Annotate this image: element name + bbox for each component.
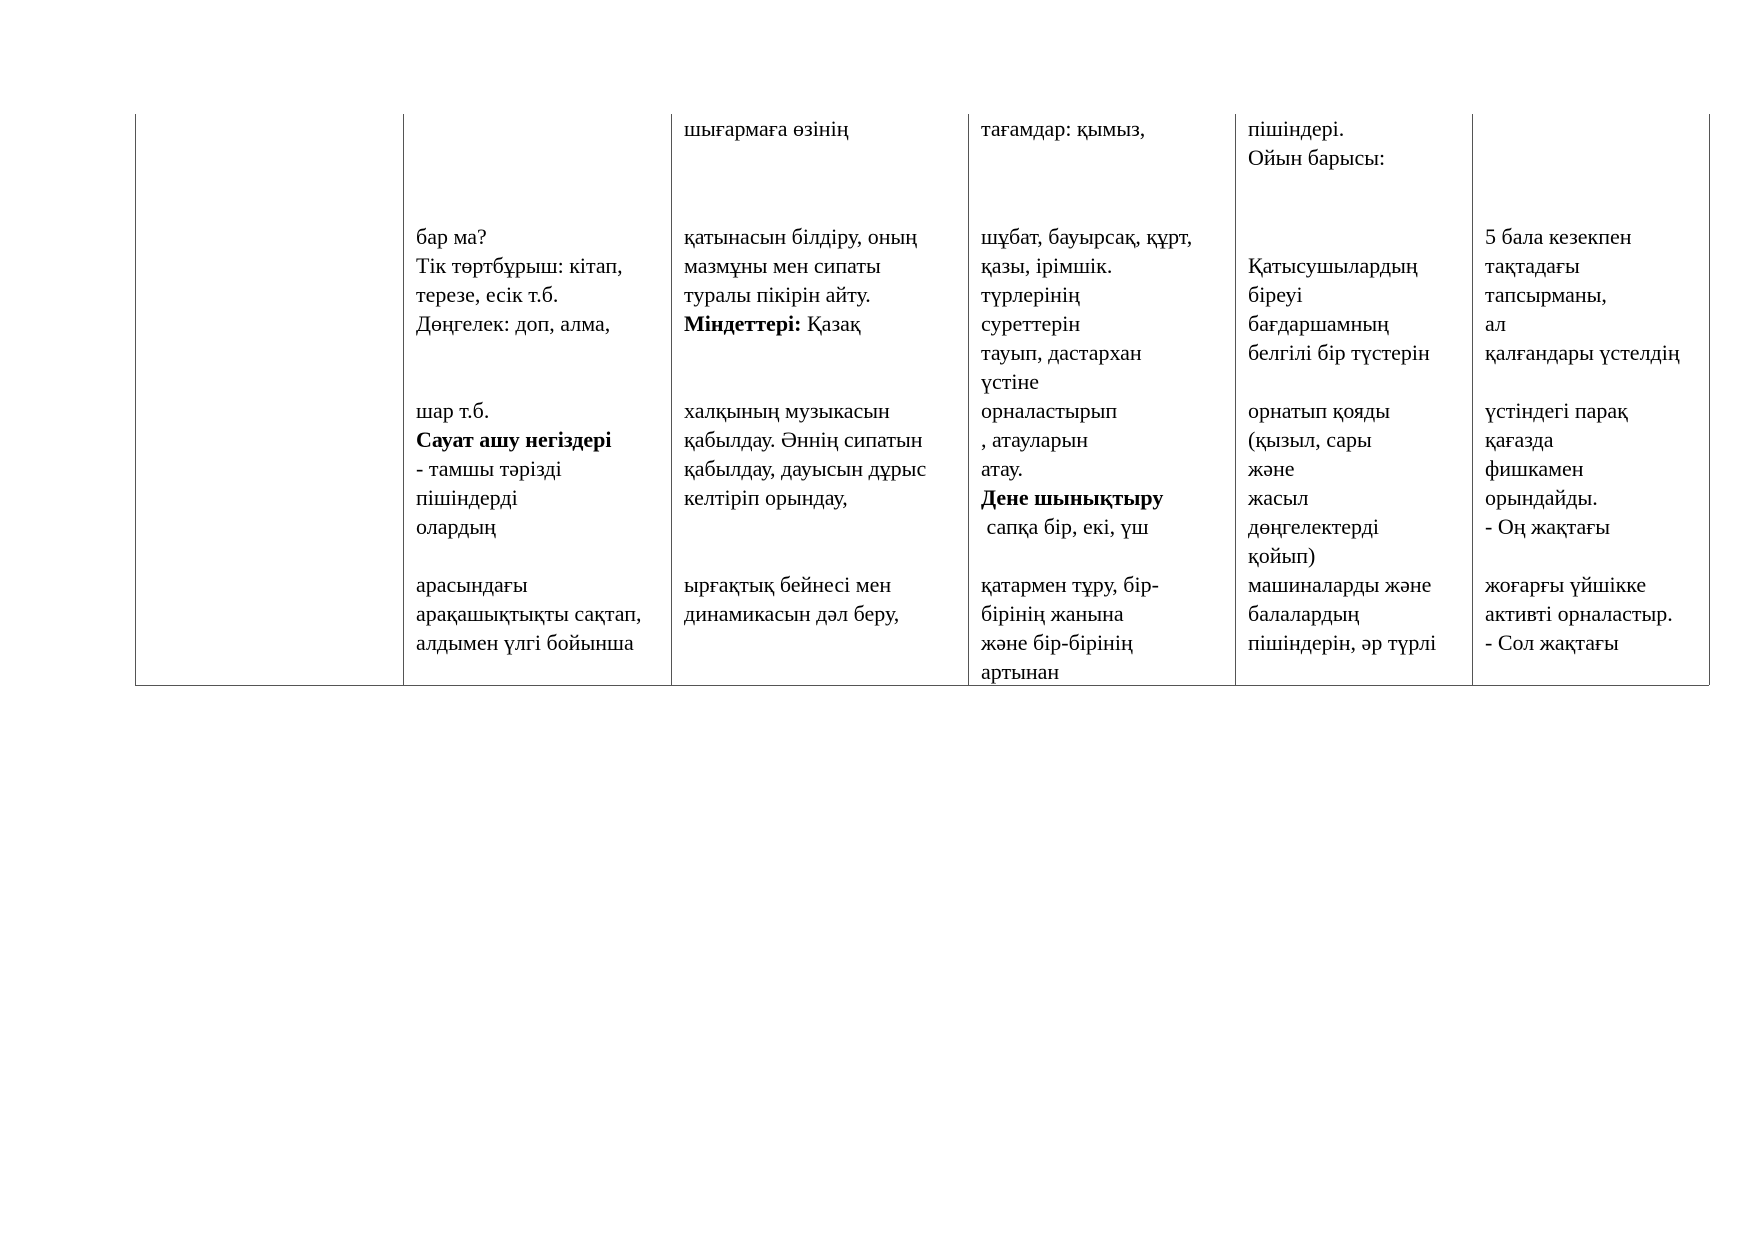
text-line: мазмұны мен сипаты bbox=[684, 253, 881, 278]
text-line: туралы пікірін айту. bbox=[684, 282, 871, 307]
text-line: ырғақтық бейнесі мен bbox=[684, 572, 892, 597]
tasks-label: Міндеттері: bbox=[684, 311, 802, 336]
col6-block-1 bbox=[1485, 222, 1707, 367]
text-line: тапсырманы, bbox=[1485, 282, 1607, 307]
text-line: - Сол жақтағы bbox=[1485, 630, 1619, 655]
col4-block-1 bbox=[981, 222, 1233, 396]
text-line: үстіндегі парақ bbox=[1485, 398, 1628, 423]
text-line: Ойын барысы: bbox=[1248, 145, 1386, 170]
text-line: арасындағы bbox=[416, 572, 528, 597]
col3-block-2 bbox=[684, 396, 966, 512]
col2-block-1 bbox=[416, 222, 669, 338]
text-line: алдымен үлгі бойынша bbox=[416, 630, 634, 655]
text-line: орналастырып bbox=[981, 398, 1118, 423]
text-line: қатармен тұру, бір- bbox=[981, 572, 1159, 597]
table-column-4 bbox=[969, 114, 1236, 685]
col3-block-1 bbox=[684, 222, 966, 338]
text-line: ал bbox=[1485, 311, 1506, 336]
text-line: олардың bbox=[416, 514, 496, 539]
text-line: түрлерінің bbox=[981, 282, 1080, 307]
table-column-2 bbox=[404, 114, 672, 685]
table-column-5 bbox=[1236, 114, 1473, 685]
document-table bbox=[135, 114, 1709, 686]
text-line: терезе, есік т.б. bbox=[416, 282, 559, 307]
text-line: бағдаршамның bbox=[1248, 311, 1389, 336]
col4-block-2 bbox=[981, 396, 1233, 541]
col6-block-3 bbox=[1485, 570, 1707, 657]
text-line: және бір-бірінің bbox=[981, 630, 1133, 655]
text-line: қабылдау. Әннің сипатын bbox=[684, 427, 923, 452]
text-line: - Оң жақтағы bbox=[1485, 514, 1611, 539]
text-line: Тік төртбұрыш: кітап, bbox=[416, 253, 623, 278]
text-line: қағазда bbox=[1485, 427, 1554, 452]
text-line: машиналарды және bbox=[1248, 572, 1432, 597]
text-line: активті орналастыр. bbox=[1485, 601, 1673, 626]
col4-block-3 bbox=[981, 570, 1233, 686]
text-line: пішіндерін, әр түрлі bbox=[1248, 630, 1437, 655]
text-line bbox=[684, 309, 966, 338]
text-line: жоғарғы үйшікке bbox=[1485, 572, 1647, 597]
text-line: және bbox=[1248, 456, 1295, 481]
table-column-6 bbox=[1473, 114, 1710, 685]
text-line: орнатып қояды bbox=[1248, 398, 1391, 423]
text-line: суреттерін bbox=[981, 311, 1081, 336]
col2-block-2 bbox=[416, 396, 669, 541]
text-line: бар ма? bbox=[416, 224, 487, 249]
text-line: динамикасын дәл беру, bbox=[684, 601, 900, 626]
text-line: қалғандары үстелдің bbox=[1485, 340, 1680, 365]
text-line: қойып) bbox=[1248, 543, 1316, 568]
text-line: дөңгелектерді bbox=[1248, 514, 1380, 539]
col6-block-2 bbox=[1485, 396, 1707, 541]
col3-block-3 bbox=[684, 570, 966, 628]
text-line: 5 бала кезекпен bbox=[1485, 224, 1632, 249]
col2-block-3 bbox=[416, 570, 669, 657]
text-line: шұбат, бауырсақ, құрт, bbox=[981, 224, 1193, 249]
text-line: пішіндері. bbox=[1248, 116, 1345, 141]
table-column-3 bbox=[672, 114, 969, 685]
text-line: үстіне bbox=[981, 369, 1040, 394]
text-fragment: Қазақ bbox=[801, 311, 861, 336]
text-line: пішіндерді bbox=[416, 485, 518, 510]
text-line: артынан bbox=[981, 659, 1060, 684]
section-heading: Сауат ашу негіздері bbox=[416, 427, 612, 452]
text-line: тақтадағы bbox=[1485, 253, 1580, 278]
text-line: келтіріп орындау, bbox=[684, 485, 848, 510]
text-line: Дөңгелек: доп, алма, bbox=[416, 311, 611, 336]
text-line: халқының музыкасын bbox=[684, 398, 890, 423]
text-line: қазы, ірімшік. bbox=[981, 253, 1113, 278]
text-line: біреуі bbox=[1248, 282, 1303, 307]
text-line: арақашықтықты сақтап, bbox=[416, 601, 642, 626]
col4-block-0 bbox=[981, 114, 1233, 143]
text-line: жасыл bbox=[1248, 485, 1309, 510]
text-line: балалардың bbox=[1248, 601, 1360, 626]
text-line: тауып, дастархан bbox=[981, 340, 1142, 365]
text-line: белгілі бір түстерін bbox=[1248, 340, 1430, 365]
text-line: шар т.б. bbox=[416, 398, 490, 423]
col5-block-0 bbox=[1248, 114, 1470, 172]
col5-block-3 bbox=[1248, 570, 1470, 657]
col5-block-1 bbox=[1248, 251, 1470, 367]
text-line: тағамдар: қымыз, bbox=[981, 116, 1146, 141]
text-line: (қызыл, сары bbox=[1248, 427, 1372, 452]
text-line: Қатысушылардың bbox=[1248, 253, 1418, 278]
text-line: атау. bbox=[981, 456, 1024, 481]
col5-block-2 bbox=[1248, 396, 1470, 570]
text-line: сапқа бір, екі, үш bbox=[981, 514, 1149, 539]
text-line: орындайды. bbox=[1485, 485, 1598, 510]
text-line: қатынасын білдіру, оның bbox=[684, 224, 918, 249]
text-line: - тамшы тәрізді bbox=[416, 456, 562, 481]
table-column-1 bbox=[136, 114, 404, 685]
section-heading: Дене шынықтыру bbox=[981, 485, 1164, 510]
text-line: шығармаға өзінің bbox=[684, 116, 849, 141]
col3-block-0 bbox=[684, 114, 966, 143]
text-line: фишкамен bbox=[1485, 456, 1584, 481]
text-line: бірінің жанына bbox=[981, 601, 1124, 626]
text-line: , атауларын bbox=[981, 427, 1089, 452]
text-line: қабылдау, дауысын дұрыс bbox=[684, 456, 927, 481]
